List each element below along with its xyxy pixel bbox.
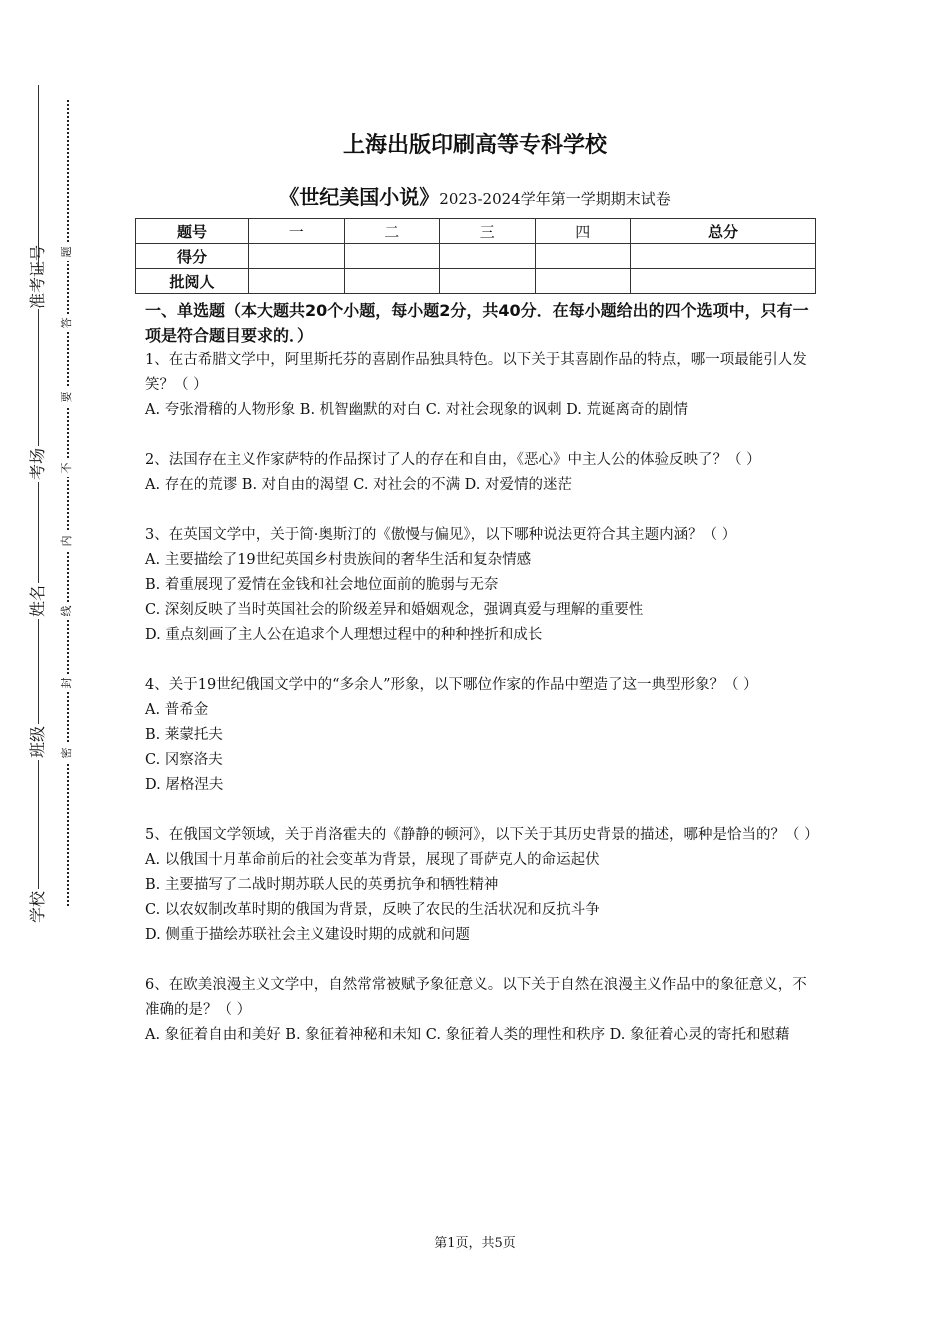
question-stem: 3、在英国文学中，关于简·奥斯汀的《傲慢与偏见》，以下哪种说法更符合其主题内涵？（ ） — [145, 527, 737, 543]
table-row-label: 得分 — [136, 244, 249, 269]
score-cell[interactable] — [249, 244, 345, 269]
table-header-cell: 二 — [344, 219, 440, 244]
table-header-cell: 题号 — [136, 219, 249, 244]
question-options: A. 夸张滑稽的人物形象 B. 机智幽默的对白 C. 对社会现象的讽刺 D. 荒诞离奇的剧情 — [145, 402, 689, 418]
option-d: D. 屠格涅夫 — [145, 777, 224, 793]
margin-label-exam-number: 准考证号 — [28, 244, 47, 309]
seal-char: 密 — [61, 744, 73, 762]
option-b: B. 主要描写了二战时期苏联人民的英勇抗争和牺牲精神 — [145, 877, 499, 893]
margin-label-name: 姓名 — [28, 585, 47, 618]
grader-cell[interactable] — [344, 269, 440, 294]
table-header-cell: 总分 — [631, 219, 816, 244]
option-c: C. 深刻反映了当时英国社会的阶级差异和婚姻观念，强调真爱与理解的重要性 — [145, 602, 644, 618]
option-c: C. 以农奴制改革时期的俄国为背景，反映了农民的生活状况和反抗斗争 — [145, 902, 600, 918]
school-title: 上海出版印刷高等专科学校 — [342, 133, 607, 158]
option-c: C. 冈察洛夫 — [145, 752, 223, 768]
score-cell[interactable] — [440, 244, 536, 269]
seal-dotted-line — [67, 100, 69, 906]
question-3 — [145, 523, 817, 648]
score-cell[interactable] — [535, 244, 631, 269]
grader-cell[interactable] — [440, 269, 536, 294]
option-a: A. 普希金 — [145, 702, 209, 718]
table-row-label: 批阅人 — [136, 269, 249, 294]
grader-cell[interactable] — [535, 269, 631, 294]
margin-label-school: 学校 — [28, 891, 47, 924]
question-6 — [145, 973, 817, 1048]
seal-char: 封 — [61, 674, 73, 692]
margin-label-exam-room: 考场 — [28, 448, 47, 481]
score-cell[interactable] — [631, 244, 816, 269]
exam-term: 2023-2024学年第一学期期末试卷 — [439, 190, 671, 208]
option-b: B. 莱蒙托夫 — [145, 727, 223, 743]
table-header-cell: 一 — [249, 219, 345, 244]
question-options: A. 存在的荒谬 B. 对自由的渴望 C. 对社会的不满 D. 对爱情的迷茫 — [145, 477, 573, 493]
course-name: 《世纪美国小说》 — [279, 185, 440, 209]
seal-char: 要 — [61, 388, 73, 406]
question-2 — [145, 448, 817, 498]
page-number: 第1页，共5页 — [434, 1236, 516, 1251]
seal-char: 内 — [61, 532, 73, 550]
exam-content — [145, 298, 817, 1048]
option-a: A. 以俄国十月革命前后的社会变革为背景，展现了哥萨克人的命运起伏 — [145, 852, 600, 868]
question-stem: 4、关于19世纪俄国文学中的“多余人”形象，以下哪位作家的作品中塑造了这一典型形象？（ ） — [145, 677, 758, 693]
score-cell[interactable] — [344, 244, 440, 269]
seal-char: 题 — [61, 243, 73, 261]
score-table-header-row — [136, 219, 816, 244]
question-1 — [145, 348, 817, 423]
grader-cell[interactable] — [631, 269, 816, 294]
question-stem: 5、在俄国文学领域，关于肖洛霍夫的《静静的顿河》，以下关于其历史背景的描述，哪种是恰当的？（ ） — [145, 827, 819, 843]
question-5 — [145, 823, 817, 948]
exam-subtitle — [0, 181, 950, 210]
option-b: B. 着重展现了爱情在金钱和社会地位面前的脆弱与无奈 — [145, 577, 499, 593]
option-d: D. 重点刻画了主人公在追求个人理想过程中的种种挫折和成长 — [145, 627, 543, 643]
seal-char: 答 — [61, 314, 73, 332]
grader-cell[interactable] — [249, 269, 345, 294]
question-stem: 6、在欧美浪漫主义文学中，自然常常被赋予象征意义。以下关于自然在浪漫主义作品中的象征意义，不准确的是？（ ） — [145, 977, 807, 1018]
table-header-cell: 三 — [440, 219, 536, 244]
question-stem: 1、在古希腊文学中，阿里斯托芬的喜剧作品独具特色。以下关于其喜剧作品的特点，哪一项最能引人发笑？（ ） — [145, 352, 807, 393]
question-options: A. 象征着自由和美好 B. 象征着神秘和未知 C. 象征着人类的理性和秩序 D. 象征着心灵的寄托和慰藉 — [145, 1027, 790, 1043]
score-table-row — [136, 244, 816, 269]
score-table-row — [136, 269, 816, 294]
score-table — [135, 218, 816, 294]
table-header-cell: 四 — [535, 219, 631, 244]
question-4 — [145, 673, 817, 798]
section-heading: 一、单选题（本大题共20个小题，每小题2分，共40分．在每小题给出的四个选项中，只有一项是符合题目要求的．） — [145, 301, 809, 345]
option-d: D. 侧重于描绘苏联社会主义建设时期的成就和问题 — [145, 927, 470, 943]
option-a: A. 主要描绘了19世纪英国乡村贵族间的奢华生活和复杂情感 — [145, 552, 532, 568]
binding-solid-line — [38, 85, 39, 925]
question-stem: 2、法国存在主义作家萨特的作品探讨了人的存在和自由，《恶心》中主人公的体验反映了？（ ） — [145, 452, 761, 468]
seal-char: 不 — [61, 459, 73, 477]
seal-char: 线 — [61, 602, 73, 620]
margin-label-class: 班级 — [28, 726, 47, 759]
